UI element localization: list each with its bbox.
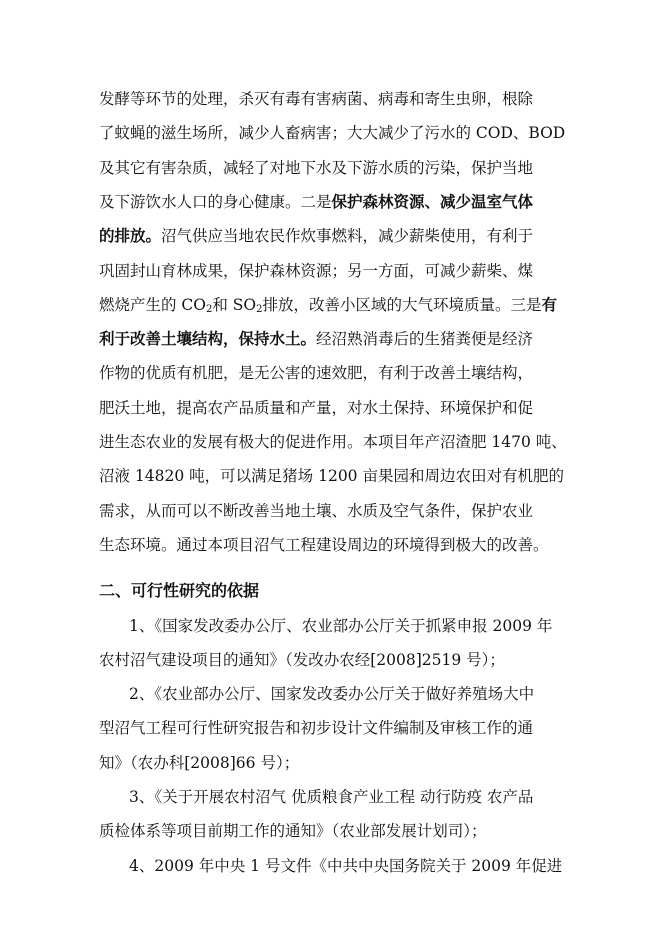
body-text-line bbox=[99, 219, 533, 253]
text-run: 3、《关于开展农村沼气 优质粮食产业工程 动行防疫 农产品 bbox=[129, 788, 534, 806]
text-run: 肥沃土地，提高农产品质量和产量，对水土保持、环境保护和促 bbox=[99, 398, 534, 417]
body-text-line bbox=[99, 425, 567, 459]
body-text-line bbox=[99, 254, 533, 288]
reference-line bbox=[99, 814, 487, 848]
text-run: 1、《国家发改委办公厅、农业部办公厅关于抓紧申报 2009 年 bbox=[129, 616, 553, 635]
text-run: 质检体系等项目前期工作的通知》（农业部发展计划司）； bbox=[99, 822, 487, 841]
text-run: 沼气供应当地农民作炊事燃料，减少薪柴使用，有利于 bbox=[161, 227, 534, 246]
reference-line bbox=[129, 780, 533, 814]
body-text-line bbox=[99, 391, 533, 425]
bold-text: 的排放。 bbox=[99, 226, 162, 246]
text-run: 燃烧产生的 CO bbox=[99, 295, 206, 314]
body-text-line bbox=[99, 528, 549, 562]
text-run: 发酵等环节的处理，杀灭有毒有害病菌、病毒和寄生虫卵，根除 bbox=[99, 90, 534, 108]
text-run: 沼液 14820 吨，可以满足猪场 1200 亩果园和周边农田对有机肥的 bbox=[99, 467, 564, 486]
body-text-line bbox=[99, 185, 533, 219]
text-run: 4、2009 年中央 1 号文件《中共中央国务院关于 2009 年促进 bbox=[129, 856, 563, 875]
text-run: 知》（农办科[2008]66 号）； bbox=[99, 753, 300, 772]
text-run: 作物的优质有机肥，是无公害的速效肥，有利于改善土壤结构， bbox=[99, 364, 534, 383]
reference-line bbox=[99, 711, 533, 745]
subscript: 2 bbox=[206, 303, 213, 315]
body-text-line bbox=[99, 322, 533, 356]
text-run: 农村沼气建设项目的通知》（发改办农经[2008]2519 号）； bbox=[99, 650, 505, 669]
text-run: 及下游饮水人口的身心健康。二是 bbox=[99, 192, 332, 211]
bold-text: 利于改善土壤结构，保持水土。 bbox=[99, 329, 317, 349]
text-run: 及其它有害杂质，减轻了对地下水及下游水质的污染，保护当地 bbox=[99, 158, 534, 177]
reference-line bbox=[99, 746, 299, 780]
body-text-line bbox=[99, 459, 564, 493]
body-text-line bbox=[99, 82, 533, 116]
text-run: 巩固封山育林成果，保护森林资源；另一方面，可减少薪柴、煤 bbox=[99, 261, 534, 280]
body-text-line bbox=[99, 288, 557, 322]
body-text-line bbox=[99, 151, 533, 185]
reference-line bbox=[129, 849, 562, 883]
body-text-line bbox=[99, 356, 533, 390]
text-run: 了蚊蝇的滋生场所，减少人畜病害；大大减少了污水的 COD、BOD bbox=[99, 124, 566, 143]
subscript: 2 bbox=[256, 303, 263, 315]
text-run: 2、《农业部办公厅、国家发改委办公厅关于做好养殖场大中 bbox=[129, 685, 535, 704]
text-run: 排放，改善小区域的大气环境质量。三是 bbox=[262, 295, 542, 314]
text-run: 和 SO bbox=[212, 295, 257, 314]
bold-text: 有 bbox=[541, 294, 558, 314]
text-run: 生态环境。通过本项目沼气工程建设周边的环境得到极大的改善。 bbox=[99, 535, 549, 554]
bold-text: 保护森林资源、减少温室气体 bbox=[331, 191, 534, 211]
body-text-line bbox=[99, 116, 565, 150]
text-run: 需求，从而可以不断改善当地土壤、水质及空气条件，保护农业 bbox=[99, 501, 534, 520]
section-heading: 二、可行性研究的依据 bbox=[99, 581, 260, 601]
reference-line bbox=[129, 609, 552, 643]
text-run: 进生态农业的发展有极大的促进作用。本项目年产沼渣肥 1470 吨、 bbox=[99, 433, 567, 451]
body-text-line bbox=[99, 494, 533, 528]
text-run: 型沼气工程可行性研究报告和初步设计文件编制及审核工作的通 bbox=[99, 719, 534, 738]
reference-line bbox=[129, 677, 534, 711]
reference-line bbox=[99, 643, 505, 677]
text-run: 经沼熟消毒后的生猪粪便是经济 bbox=[316, 330, 534, 349]
